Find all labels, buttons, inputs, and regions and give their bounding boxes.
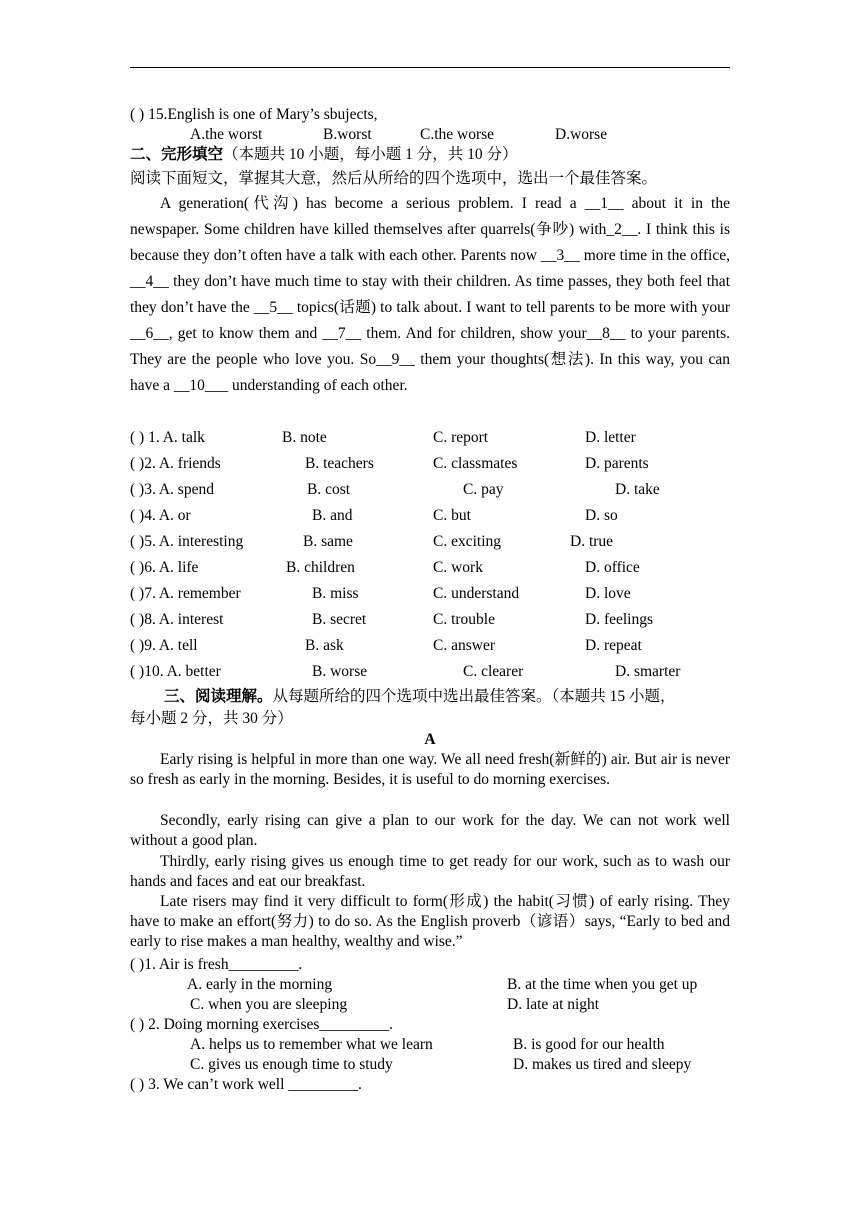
section3-heading-line xyxy=(164,688,676,706)
cloze-q5-a: ( )5. A. interesting xyxy=(130,533,244,550)
q15-option-d: D.worse xyxy=(555,126,608,143)
section2-heading: 二、完形填空 xyxy=(130,146,224,163)
section2-instruction: 阅读下面短文，掌握其大意，然后从所给的四个选项中，选出一个最佳答案。 xyxy=(130,170,658,187)
cloze-q1-b: B. note xyxy=(282,429,327,446)
reading-q1-option-d: D. late at night xyxy=(507,996,600,1013)
reading-q1-option-b: B. at the time when you get up xyxy=(507,976,698,993)
cloze-q3-d: D. take xyxy=(615,481,660,498)
cloze-q10-d: D. smarter xyxy=(615,663,681,680)
section2-note: （本题共 10 小题，每小题 1 分，共 10 分） xyxy=(223,146,518,163)
cloze-q4-a: ( )4. A. or xyxy=(130,507,191,524)
q15-option-c: C.the worse xyxy=(420,126,495,143)
reading-q2-stem: ( ) 2. Doing morning exercises_________. xyxy=(130,1016,394,1033)
reading-q3-stem: ( ) 3. We can’t work well _________. xyxy=(130,1076,362,1093)
cloze-q6-d: D. office xyxy=(585,559,640,576)
passage-label: A xyxy=(424,731,436,748)
cloze-q8-d: D. feelings xyxy=(585,611,654,628)
cloze-q1-d: D. letter xyxy=(585,429,636,446)
reading-q2-option-d: D. makes us tired and sleepy xyxy=(513,1056,692,1073)
cloze-q10-b: B. worse xyxy=(312,663,368,680)
cloze-passage: A generation(代沟) has become a serious problem. I read a __1__ about it in the newspaper. Some children have killed themselves after quarrels(争吵) with_2__. I think this is because they don’t often have a talk with each other. Parents now __3__ more time in the office, __4__ they don’t have much time to stay with their children. As time passes, they both feel that they don’t have the __5__ topics(话题) to talk about. I want to tell parents to be more with your __6__, get to know them and __7__ them. And for children, show your__8__ to your parents. They are the people who love you. So__9__ them your thoughts(想法). In this way, you can have a __10___ understanding of each other. xyxy=(130,195,730,394)
cloze-q5-b: B. same xyxy=(303,533,353,550)
cloze-q8-c: C. trouble xyxy=(433,611,495,628)
cloze-q2-c: C. classmates xyxy=(433,455,518,472)
cloze-q9-c: C. answer xyxy=(433,637,495,654)
section3-note: 从每题所给的四个选项中选出最佳答案。（本题共 15 小题， xyxy=(272,688,676,705)
cloze-q2-b: B. teachers xyxy=(305,455,374,472)
cloze-q7-c: C. understand xyxy=(433,585,520,602)
section2-heading-line xyxy=(130,146,518,164)
reading-q2-option-a: A. helps us to remember what we learn xyxy=(190,1036,433,1053)
reading-q1-option-c: C. when you are sleeping xyxy=(190,996,348,1013)
cloze-q5-d: D. true xyxy=(570,533,614,550)
section3-heading: 三、阅读理解。 xyxy=(164,688,273,705)
cloze-q9-d: D. repeat xyxy=(585,637,642,654)
header-rule xyxy=(130,67,730,68)
cloze-q4-c: C. but xyxy=(433,507,471,524)
cloze-q8-a: ( )8. A. interest xyxy=(130,611,224,628)
cloze-q10-c: C. clearer xyxy=(463,663,524,680)
cloze-q6-a: ( )6. A. life xyxy=(130,559,199,576)
q15-option-a: A.the worst xyxy=(190,126,263,143)
reading-q1-stem: ( )1. Air is fresh_________. xyxy=(130,956,303,973)
reading-paragraph-3: Thirdly, early rising gives us enough time to get ready for our work, such as to wash our hands and faces and eat our breakfast. xyxy=(130,853,730,890)
q15-option-b: B.worst xyxy=(323,126,372,143)
cloze-q4-b: B. and xyxy=(312,507,353,524)
reading-q2-option-c: C. gives us enough time to study xyxy=(190,1056,393,1073)
cloze-q8-b: B. secret xyxy=(312,611,367,628)
cloze-q5-c: C. exciting xyxy=(433,533,502,550)
reading-q1-option-a: A. early in the morning xyxy=(187,976,333,993)
cloze-q9-a: ( )9. A. tell xyxy=(130,637,198,654)
cloze-q2-d: D. parents xyxy=(585,455,649,472)
cloze-q3-c: C. pay xyxy=(463,481,504,498)
cloze-q1-c: C. report xyxy=(433,429,489,446)
cloze-q6-c: C. work xyxy=(433,559,483,576)
cloze-q1-a: ( ) 1. A. talk xyxy=(130,429,205,446)
q15-stem: ( ) 15.English is one of Mary’s sbujects, xyxy=(130,106,378,123)
cloze-q6-b: B. children xyxy=(286,559,355,576)
cloze-q3-a: ( )3. A. spend xyxy=(130,481,214,498)
cloze-q7-b: B. miss xyxy=(312,585,359,602)
cloze-q7-a: ( )7. A. remember xyxy=(130,585,241,602)
cloze-q4-d: D. so xyxy=(585,507,618,524)
reading-paragraph-1: Early rising is helpful in more than one way. We all need fresh(新鲜的) air. But air is never so fresh as early in the morning. Besides, it is useful to do morning exercises. xyxy=(130,751,730,788)
cloze-q2-a: ( )2. A. friends xyxy=(130,455,221,472)
cloze-q7-d: D. love xyxy=(585,585,631,602)
cloze-q9-b: B. ask xyxy=(305,637,344,654)
reading-paragraph-4: Late risers may find it very difficult to form(形成) the habit(习惯) of early rising. They have to make an effort(努力) to do so. As the English proverb（谚语）says, “Early to bed and early to rise makes a man healthy, wealthy and wise.” xyxy=(130,893,730,950)
section3-note2: 每小题 2 分，共 30 分） xyxy=(130,710,293,727)
reading-q2-option-b: B. is good for our health xyxy=(513,1036,665,1053)
reading-paragraph-2: Secondly, early rising can give a plan to our work for the day. We can not work well without a good plan. xyxy=(130,812,730,849)
cloze-q10-a: ( )10. A. better xyxy=(130,663,221,680)
cloze-q3-b: B. cost xyxy=(307,481,351,498)
